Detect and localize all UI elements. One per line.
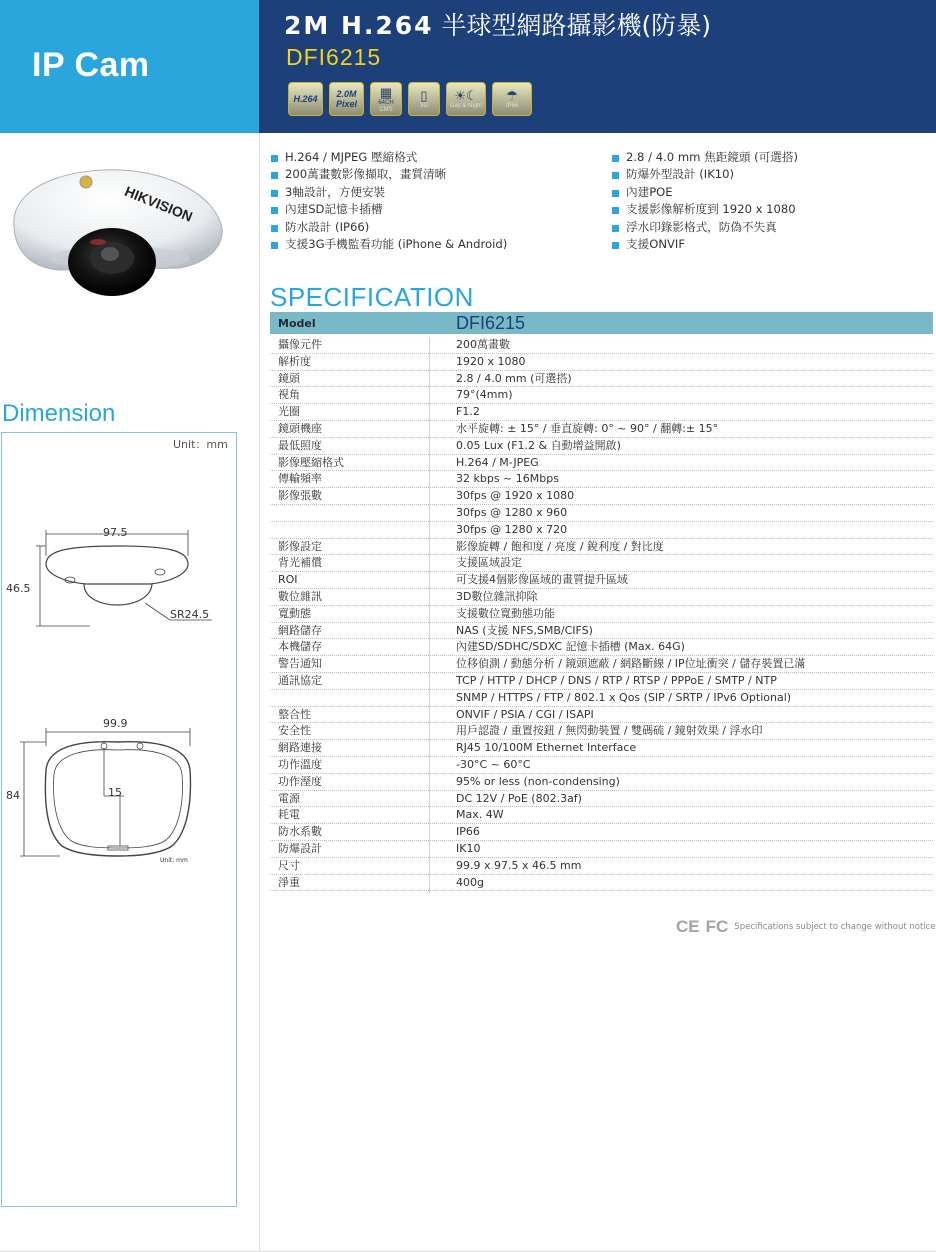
brand-banner: [0, 0, 259, 133]
feature-item: [612, 219, 798, 236]
spec-row: [270, 824, 933, 841]
megapixel-badge: [329, 82, 364, 116]
spec-key: 網路儲存: [278, 623, 322, 637]
feature-text: 支援影像解析度到 1920 x 1080: [626, 202, 796, 217]
mobile-3g-badge-label: 3G: [419, 103, 428, 109]
spec-key: 影像壓縮格式: [278, 455, 344, 469]
spec-row: [270, 589, 933, 606]
spec-key: 鏡頭: [278, 371, 300, 385]
grid-icon: ▦: [379, 84, 393, 100]
spec-row: [270, 371, 933, 388]
spec-row: [270, 404, 933, 421]
bullet-square-icon: [271, 242, 278, 249]
spec-value: IK10: [456, 841, 481, 855]
spec-key: 鏡頭機座: [278, 421, 322, 435]
feature-list-right: [612, 149, 798, 253]
spec-row: [270, 337, 933, 354]
spec-row: [270, 639, 933, 656]
spec-row: [270, 673, 933, 690]
spec-key: 防爆設計: [278, 841, 322, 855]
spec-row: [270, 488, 933, 505]
feature-text: 2.8 / 4.0 mm 焦距鏡頭 (可選搭): [626, 150, 798, 164]
spec-value: F1.2: [456, 405, 480, 419]
spec-row: [270, 522, 933, 539]
side-height-label: 46.5: [6, 582, 31, 595]
feature-text: 200萬畫數影像擷取，畫質清晰: [285, 167, 447, 182]
spec-row: [270, 690, 933, 707]
bullet-square-icon: [612, 207, 619, 214]
top-width-label: 99.9: [103, 717, 128, 730]
day-night-badge-label: Day & Night: [449, 103, 482, 109]
spec-value: 水平旋轉: ± 15° / 垂直旋轉: 0° ~ 90° / 翻轉:± 15°: [456, 421, 719, 435]
bullet-square-icon: [271, 225, 278, 232]
feature-text: 支援ONVIF: [626, 236, 686, 251]
spec-key: ROI: [278, 573, 298, 587]
sun-moon-icon: ☀☾: [454, 88, 478, 103]
spec-header-value: DFI6215: [456, 313, 526, 333]
spec-row: [270, 606, 933, 623]
spec-key: 視角: [278, 388, 300, 402]
side-radius-label: SR24.5: [170, 608, 210, 621]
spec-value: 400g: [456, 875, 484, 889]
camera-logo-text: HIKVISION: [122, 182, 195, 225]
spec-row: [270, 354, 933, 371]
spec-row: [270, 875, 933, 892]
bullet-square-icon: [612, 242, 619, 249]
spec-row: [270, 858, 933, 875]
spec-title: SPECIFICATION: [270, 282, 474, 312]
spec-row: [270, 421, 933, 438]
spec-value: 200萬畫數: [456, 338, 510, 351]
spec-key: 網路連接: [278, 741, 322, 755]
spec-value: NAS (支援 NFS,SMB/CIFS): [456, 623, 593, 637]
spec-header-key: Model: [278, 317, 316, 330]
spec-value: DC 12V / PoE (802.3af): [456, 791, 582, 805]
footer-note: Specifications subject to change without notice: [734, 922, 936, 932]
spec-value: H.264 / M-JPEG: [456, 455, 539, 469]
feature-text: H.264 / MJPEG 壓縮格式: [285, 150, 418, 164]
spec-row: [270, 387, 933, 404]
feature-text: 內建POE: [626, 184, 673, 199]
spec-value: ONVIF / PSIA / CGI / ISAPI: [456, 707, 594, 721]
feature-item: [271, 236, 507, 253]
bullet-square-icon: [612, 155, 619, 162]
spec-value: IP66: [456, 825, 480, 839]
spec-value: 99.9 x 97.5 x 46.5 mm: [456, 858, 582, 872]
bullet-square-icon: [271, 190, 278, 197]
spec-row: [270, 539, 933, 556]
column-divider: [259, 133, 260, 1252]
spec-key: 警告通知: [278, 657, 322, 671]
h264-badge: [288, 82, 323, 116]
bullet-square-icon: [271, 172, 278, 179]
spec-row: [270, 505, 933, 522]
spec-value: 用戶認證 / 重置按鈕 / 無閃動裝置 / 雙碼硫 / 鏡射效果 / 浮水印: [456, 724, 763, 738]
spec-value: 30fps @ 1280 x 720: [456, 522, 568, 536]
ip66-badge: [492, 82, 532, 116]
spec-row: [270, 791, 933, 808]
spec-key: 整合性: [278, 707, 311, 721]
bullet-square-icon: [612, 225, 619, 232]
cms-badge: [370, 82, 402, 116]
spec-key: 傳輸頻率: [278, 472, 322, 486]
spec-key: 防水系數: [278, 825, 322, 839]
feature-text: 支援3G手機監看功能 (iPhone & Android): [285, 236, 508, 251]
umbrella-icon: ☂: [506, 88, 518, 103]
spec-row: [270, 740, 933, 757]
ce-mark-icon: CE: [676, 917, 700, 936]
spec-value: 可支援4個影像區域的畫質提升區域: [456, 573, 628, 587]
spec-row: [270, 841, 933, 858]
spec-key: 耗電: [278, 808, 300, 822]
feature-text: 防水設計 (IP66): [285, 219, 370, 234]
spec-row: [270, 471, 933, 488]
brand-title: IP Cam: [32, 46, 150, 84]
title-banner: [259, 0, 936, 133]
feature-item: [271, 184, 507, 201]
dimension-drawing: [0, 520, 236, 870]
feature-badges: [288, 82, 532, 116]
spec-key: 最低照度: [278, 438, 322, 452]
spec-key: 安全性: [278, 724, 311, 738]
feature-item: [612, 184, 798, 201]
top-inner-label: 15: [108, 786, 122, 799]
spec-value: 79°(4mm): [456, 388, 513, 402]
product-title: [284, 6, 711, 42]
spec-row: [270, 555, 933, 572]
spec-row: [270, 757, 933, 774]
spec-value: 95% or less (non-condensing): [456, 774, 620, 788]
feature-item: [271, 201, 507, 218]
spec-value: SNMP / HTTPS / FTP / 802.1 x Qos (SIP / SRTP / IPv6 Optional): [456, 690, 792, 704]
spec-row: [270, 723, 933, 740]
spec-key: 本機儲存: [278, 640, 322, 654]
cms-badge-channels: 64CH: [378, 99, 394, 106]
bullet-square-icon: [612, 190, 619, 197]
dimension-unit: Unit：mm: [173, 438, 228, 451]
spec-key: 寬動態: [278, 606, 311, 620]
spec-row: [270, 623, 933, 640]
product-title-zh: 半球型網路攝影機(防暴): [433, 11, 712, 40]
spec-key: 數位雜訊: [278, 589, 322, 603]
spec-key: 攝像元件: [278, 338, 322, 351]
dimension-title: Dimension: [2, 400, 116, 427]
spec-key: 功作溼度: [278, 774, 322, 788]
spec-value: 影像旋轉 / 飽和度 / 亮度 / 銳利度 / 對比度: [456, 539, 664, 553]
feature-item: [612, 236, 798, 253]
bullet-square-icon: [271, 155, 278, 162]
megapixel-badge-unit: Pixel: [335, 99, 357, 109]
spec-key: 光圈: [278, 405, 300, 419]
spec-value: 0.05 Lux (F1.2 & 自動增益開啟): [456, 438, 621, 452]
spec-key: 電源: [278, 791, 300, 805]
feature-item: [271, 166, 507, 183]
spec-value: 2.8 / 4.0 mm (可選搭): [456, 371, 572, 385]
spec-row: [270, 707, 933, 724]
spec-key: 影像張數: [278, 489, 322, 503]
spec-key: 尺寸: [278, 858, 300, 872]
spec-value: TCP / HTTP / DHCP / DNS / RTP / RTSP / PPPoE / SMTP / NTP: [456, 673, 777, 687]
spec-value: 內建SD/SDHC/SDXC 記憶卡插槽 (Max. 64G): [456, 640, 685, 654]
feature-item: [612, 166, 798, 183]
day-night-badge: [446, 82, 486, 116]
footer: [676, 917, 936, 937]
feature-item: [271, 149, 507, 166]
spec-key: 淨重: [278, 875, 300, 889]
spec-value: 32 kbps ~ 16Mbps: [456, 472, 559, 486]
spec-value: 3D數位雜訊抑除: [456, 589, 538, 603]
feature-item: [271, 219, 507, 236]
feature-text: 防爆外型設計 (IK10): [626, 167, 735, 182]
spec-row: [270, 807, 933, 824]
bullet-square-icon: [612, 172, 619, 179]
spec-value: 30fps @ 1920 x 1080: [456, 489, 575, 503]
feature-item: [612, 149, 798, 166]
mobile-3g-badge: [408, 82, 440, 116]
camera-image: [0, 150, 235, 300]
feature-list-left: [271, 149, 507, 253]
spec-value: -30°C ~ 60°C: [456, 757, 531, 771]
spec-value: 支援數位寬動態功能: [456, 606, 555, 620]
spec-row: [270, 572, 933, 589]
spec-table: [270, 337, 933, 891]
spec-key: 影像設定: [278, 539, 322, 553]
h264-badge-label: H.264: [293, 94, 318, 104]
spec-row: [270, 438, 933, 455]
spec-value: 30fps @ 1280 x 960: [456, 505, 568, 519]
megapixel-badge-value: 2.0M: [336, 89, 357, 99]
spec-key: 通訊協定: [278, 673, 322, 687]
top-unit-label: Unit: mm: [160, 857, 188, 864]
ip66-badge-label: IP66: [505, 103, 519, 109]
feature-item: [612, 201, 798, 218]
spec-value: 1920 x 1080: [456, 354, 526, 368]
feature-text: 內建SD記憶卡插槽: [285, 202, 383, 217]
spec-value: Max. 4W: [456, 808, 504, 822]
model-number: DFI6215: [286, 44, 382, 70]
spec-key: 解析度: [278, 354, 311, 368]
spec-row: [270, 455, 933, 472]
dome-camera-icon: [0, 150, 235, 300]
fcc-mark-icon: FC: [705, 917, 729, 936]
cms-badge-label: CMS: [379, 106, 393, 113]
bullet-square-icon: [271, 207, 278, 214]
spec-row: [270, 774, 933, 791]
top-height-label: 84: [6, 789, 20, 802]
spec-key: 背光補償: [278, 556, 322, 570]
spec-key: 功作溫度: [278, 757, 322, 771]
phone-icon: ▯: [420, 88, 428, 103]
spec-row: [270, 656, 933, 673]
spec-header-row: [270, 312, 933, 334]
feature-text: 3軸設計，方便安裝: [285, 184, 386, 199]
spec-value: 位移偵測 / 動態分析 / 鏡頭遮蔽 / 網路斷線 / IP位址衝突 / 儲存裝置已滿: [456, 657, 806, 671]
product-title-en: 2M H.264: [284, 11, 434, 40]
side-width-label: 97.5: [103, 526, 128, 539]
spec-value: 支援區域設定: [456, 556, 522, 570]
feature-text: 浮水印錄影格式，防偽不失真: [626, 219, 777, 234]
spec-value: RJ45 10/100M Ethernet Interface: [456, 741, 637, 755]
